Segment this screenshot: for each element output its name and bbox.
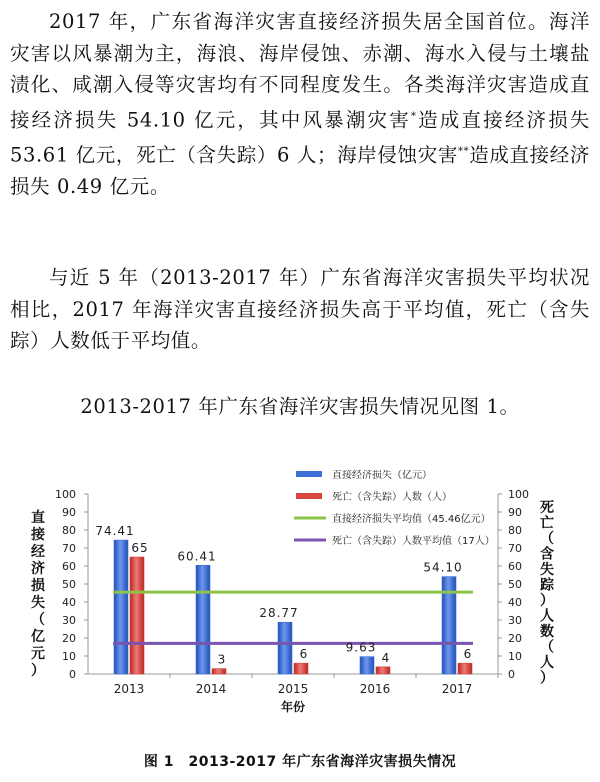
left-tick-label: 10 xyxy=(62,650,76,663)
right-tick-label: 10 xyxy=(508,650,522,663)
left-tick-label: 60 xyxy=(62,560,76,573)
bar-loss xyxy=(278,622,292,674)
data-label-loss: 28.77 xyxy=(259,606,299,621)
right-tick-label: 20 xyxy=(508,632,522,645)
bar-loss xyxy=(360,657,374,674)
data-label-deaths: 3 xyxy=(217,652,227,667)
right-axis-title: 死亡（含失踪）人数（人） xyxy=(540,500,554,687)
x-tick-label: 2014 xyxy=(195,682,227,696)
data-label-loss: 60.41 xyxy=(177,549,217,564)
left-tick-label: 20 xyxy=(62,632,76,645)
data-label-deaths: 4 xyxy=(381,650,391,665)
bar-loss xyxy=(196,565,210,674)
bar-deaths xyxy=(212,669,226,674)
legend-swatch xyxy=(296,471,322,477)
right-tick-label: 70 xyxy=(508,542,522,555)
data-label-deaths: 6 xyxy=(463,647,473,662)
right-tick-label: 40 xyxy=(508,596,522,609)
bar-deaths xyxy=(294,663,308,674)
left-tick-label: 40 xyxy=(62,596,76,609)
paragraph-figure-reference: 2013-2017 年广东省海洋灾害损失情况见图 1。 xyxy=(80,395,520,418)
bar-deaths xyxy=(130,557,144,674)
paragraph-intro xyxy=(10,6,590,202)
right-tick-label: 100 xyxy=(508,488,529,501)
left-tick-label: 70 xyxy=(62,542,76,555)
left-tick-label: 100 xyxy=(55,488,76,501)
paragraph-comparison: 与近 5 年（2013-2017 年）广东省海洋灾害损失平均状况相比，2017 年海洋灾害直接经济损失高于平均值，死亡（含失踪）人数低于平均值。 xyxy=(10,266,590,352)
right-tick-label: 60 xyxy=(508,560,522,573)
left-tick-label: 80 xyxy=(62,524,76,537)
left-axis-title: 直接经济损失（亿元） xyxy=(31,510,45,679)
left-tick-label: 0 xyxy=(69,668,76,681)
right-tick-label: 0 xyxy=(508,668,515,681)
paragraph-text: 2017 年，广东省海洋灾害直接经济损失居全国首位。海洋灾害以风暴潮为主，海浪、海岸侵蚀、赤潮、海水入侵与土壤盐渍化、咸潮入侵等灾害均有不同程度发生。各类海洋灾害造成直接经济损失 54.10 亿元，其中风暴潮灾害 xyxy=(10,10,590,131)
legend-swatch xyxy=(296,493,322,499)
right-tick-label: 30 xyxy=(508,614,522,627)
left-tick-label: 90 xyxy=(62,506,76,519)
footnote-mark: * xyxy=(410,110,417,122)
loss-chart xyxy=(0,470,600,720)
left-tick-label: 50 xyxy=(62,578,76,591)
left-tick-label: 30 xyxy=(62,614,76,627)
x-tick-label: 2016 xyxy=(359,682,391,696)
paragraph-text: 造成直接经济损失 0.49 亿元。 xyxy=(10,143,590,198)
x-tick-label: 2015 xyxy=(277,682,309,696)
data-label-loss: 54.10 xyxy=(423,560,463,575)
legend-label: 死亡（含失踪）人数平均值（17人） xyxy=(332,536,495,547)
bar-deaths xyxy=(376,667,390,674)
paragraph-text: 造成直接经济损失 53.61 亿元，死亡（含失踪）6 人；海岸侵蚀灾害 xyxy=(10,108,590,166)
data-label-loss: 74.41 xyxy=(95,524,135,539)
x-axis-title: 年份 xyxy=(280,700,306,714)
data-label-loss: 9.63 xyxy=(345,640,377,655)
footnote-mark: ** xyxy=(457,145,470,157)
right-tick-label: 50 xyxy=(508,578,522,591)
x-tick-label: 2013 xyxy=(113,682,145,696)
right-tick-label: 80 xyxy=(508,524,522,537)
data-label-deaths: 6 xyxy=(299,647,309,662)
data-label-deaths: 65 xyxy=(131,541,149,555)
figure-caption: 图 1 2013-2017 年广东省海洋灾害损失情况 xyxy=(143,754,457,770)
legend-label: 直接经济损失（亿元） xyxy=(332,470,432,481)
x-tick-label: 2017 xyxy=(441,682,473,696)
legend-label: 直接经济损失平均值（45.46亿元） xyxy=(332,514,491,525)
bar-deaths xyxy=(458,663,472,674)
bar-loss xyxy=(114,540,128,674)
right-tick-label: 90 xyxy=(508,506,522,519)
legend-label: 死亡（含失踪）人数（人） xyxy=(332,492,452,503)
